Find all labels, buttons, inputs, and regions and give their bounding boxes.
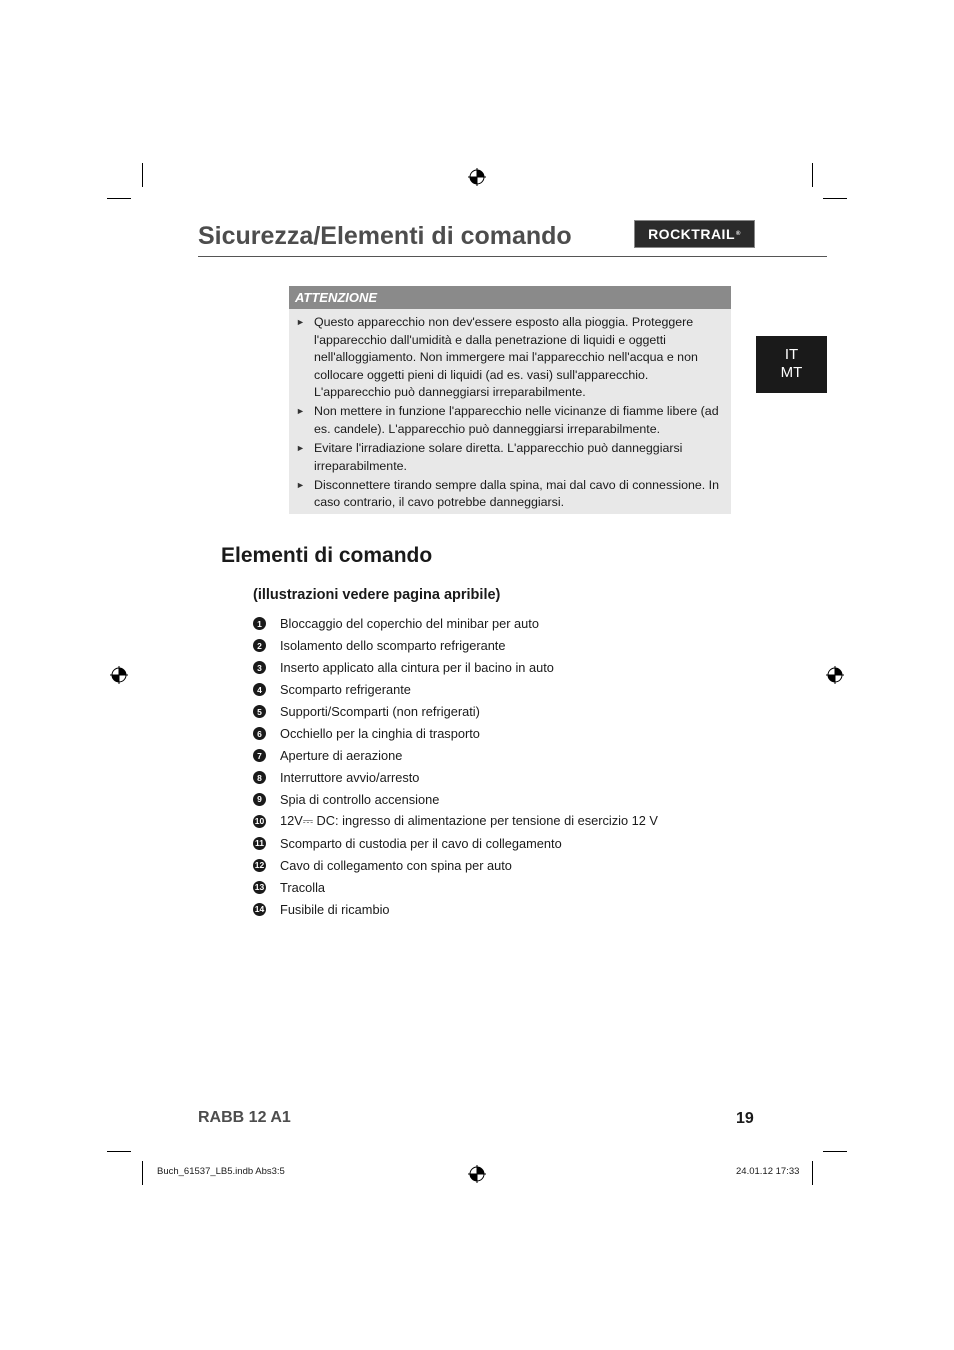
crop-mark-top-right-vertical [812, 163, 813, 187]
warning-title: ATTENZIONE [289, 286, 731, 309]
print-slug-file: Buch_61537_LB5.indb Abs3:5 [157, 1166, 285, 1177]
language-code-mt: MT [780, 364, 803, 381]
crop-mark-bottom-right-horizontal [823, 1151, 847, 1152]
item-number-badge: 9 [253, 793, 266, 806]
registration-mark-icon [110, 666, 128, 684]
triangle-arrow-icon: ► [296, 443, 305, 454]
list-item [253, 832, 658, 854]
list-item [253, 657, 658, 679]
language-code-it: IT [784, 346, 799, 363]
item-number-badge: 11 [255, 838, 264, 849]
list-item [253, 876, 658, 898]
list-item [253, 745, 658, 767]
list-item [253, 723, 658, 745]
item-number-badge: 7 [253, 749, 266, 762]
item-text: Bloccaggio del coperchio del minibar per auto [280, 616, 539, 632]
item-text: Fusibile di ricambio [280, 901, 390, 917]
crop-mark-top-left-horizontal [107, 198, 131, 199]
list-item [253, 701, 658, 723]
item-text: Isolamento dello scomparto refrigerante [280, 638, 506, 654]
item-text: Cavo di collegamento con spina per auto [280, 857, 512, 873]
brand-registered-mark: ® [736, 231, 741, 237]
warning-list [289, 309, 731, 512]
warning-item: ► Questo apparecchio non dev'essere esposto alla pioggia. Proteggere l'apparecchio dall'umidità e dalla penetrazione di liquidi e oggetti nell'alloggiamento. Non immergere mai l'apparecchio nell'acqua e non collocare oggetti pieni di liquidi (ad es. vasi) sull'apparecchio. L'apparecchio può danneggiarsi irreparabilmente. [296, 315, 698, 400]
item-number-badge: 3 [253, 661, 266, 674]
item-text: Occhiello per la cinghia di trasporto [280, 726, 480, 742]
section-title: Elementi di comando [221, 544, 433, 567]
warning-item: ► Disconnettere tirando sempre dalla spina, mai dal cavo di connessione. In caso contrario, il cavo potrebbe danneggiarsi. [296, 477, 719, 510]
triangle-arrow-icon: ► [296, 406, 305, 417]
item-number-badge: 6 [253, 727, 266, 740]
language-tab [756, 336, 827, 393]
crop-mark-bottom-left-vertical [142, 1161, 143, 1185]
item-text: Supporti/Scomparti (non refrigerati) [280, 704, 480, 720]
item-text: Spia di controllo accensione [280, 791, 440, 807]
brand-logo [634, 220, 755, 248]
item-number-badge: 12 [254, 860, 265, 871]
item-text: Aperture di aerazione [280, 748, 403, 764]
item-number-badge: 4 [253, 683, 266, 696]
controls-list [253, 613, 658, 920]
triangle-arrow-icon: ► [296, 479, 305, 490]
list-item [253, 767, 658, 789]
item-text: Scomparto refrigerante [280, 682, 411, 698]
list-item [253, 789, 658, 811]
warning-item: ► Non mettere in funzione l'apparecchio nelle vicinanze di fiamme libere (ad es. candele). L'apparecchio può danneggiarsi irreparabilmente. [296, 404, 719, 437]
item-number-badge: 1 [253, 617, 266, 630]
item-text: Interruttore avvio/arresto [280, 770, 420, 786]
item-number-badge: 10 [254, 816, 265, 827]
registration-mark-icon [826, 666, 844, 684]
item-number-badge: 2 [253, 639, 266, 652]
header-divider [198, 256, 827, 257]
item-number-badge: 5 [253, 705, 266, 718]
list-item [253, 898, 658, 920]
model-name: RABB 12 A1 [198, 1109, 291, 1126]
registration-mark-icon [468, 168, 486, 186]
print-slug-date: 24.01.12 17:33 [736, 1166, 800, 1177]
item-text: Inserto applicato alla cintura per il bacino in auto [280, 660, 554, 676]
list-item [253, 613, 658, 635]
warning-item: ► Evitare l'irradiazione solare diretta. L'apparecchio può danneggiarsi irreparabilmente. [296, 441, 683, 473]
item-text: 12V⎓ DC: ingresso di alimentazione per tensione di esercizio 12 V [280, 813, 658, 829]
crop-mark-bottom-right-vertical [812, 1161, 813, 1185]
section-subtitle: (illustrazioni vedere pagina apribile) [253, 587, 501, 603]
list-item [253, 810, 658, 832]
item-number-badge: 13 [254, 882, 265, 893]
item-text: Scomparto di custodia per il cavo di collegamento [280, 835, 562, 851]
warning-box [289, 286, 731, 514]
crop-mark-top-left-vertical [142, 163, 143, 187]
brand-name: ROCKTRAIL [648, 226, 735, 242]
crop-mark-top-right-horizontal [823, 198, 847, 199]
registration-mark-icon [468, 1165, 486, 1183]
item-number-badge: 8 [253, 771, 266, 784]
page-title: Sicurezza/Elementi di comando [198, 222, 572, 250]
item-number-badge: 14 [254, 904, 265, 915]
triangle-arrow-icon: ► [296, 317, 305, 327]
list-item [253, 635, 658, 657]
item-text: Tracolla [280, 879, 326, 895]
list-item [253, 679, 658, 701]
page-number: 19 [736, 1110, 754, 1127]
crop-mark-bottom-left-horizontal [107, 1151, 131, 1152]
list-item [253, 854, 658, 876]
